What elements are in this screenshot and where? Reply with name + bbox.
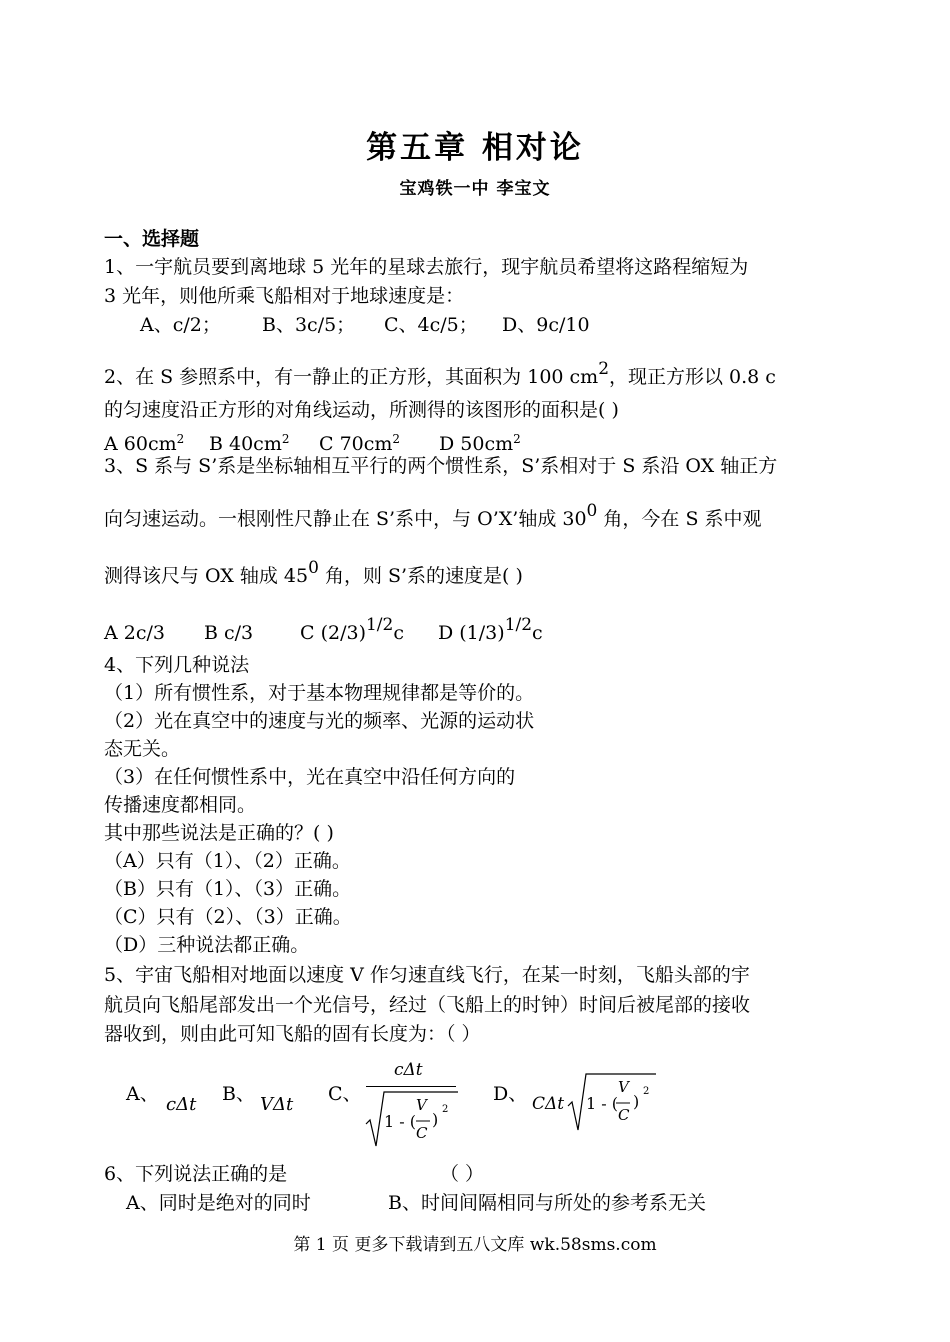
q1-option-d: D、9c/10: [502, 314, 590, 336]
q4-line: （1）所有惯性系，对于基本物理规律都是等价的。: [104, 682, 535, 704]
q2-line1: [104, 356, 776, 390]
q1-option-a: A、c/2；: [140, 314, 221, 336]
q4-line: （D）三种说法都正确。: [104, 934, 310, 956]
q6-answer-paren: （ ）: [440, 1163, 485, 1185]
q6-line1: 6、下列说法正确的是: [104, 1163, 288, 1185]
radicand-c: C: [416, 1124, 428, 1142]
q2-option-b-sup: 2: [281, 432, 290, 446]
page-footer: 第 1 页 更多下载请到五八文库 wk.58sms.com: [293, 1235, 657, 1255]
q3-option-a: A 2c/3: [104, 622, 165, 644]
q2-line1-sup: 2: [598, 359, 610, 379]
q1-line1: 1、一宇航员要到离地球 5 光年的星球去旅行，现宇航员希望将这路程缩短为: [104, 256, 749, 278]
q2-option-a-sup: 2: [176, 432, 185, 446]
radicand-sup: 2: [442, 1104, 449, 1115]
q5-option-b-formula: VΔt: [260, 1094, 294, 1115]
radicand-close: ): [633, 1092, 640, 1111]
q5-option-c-numerator: cΔt: [394, 1060, 423, 1080]
author-line: 宝鸡铁一中 李宝文: [399, 179, 551, 199]
q4-line: 传播速度都相同。: [104, 794, 257, 816]
q3-option-c-tail: c: [393, 622, 404, 644]
q3-options: [104, 612, 543, 646]
q3-option-c: [300, 612, 438, 646]
q1-options: [140, 312, 590, 338]
q5-line2: 航员向飞船尾部发出一个光信号，经过（飞船上的时钟）时间后被尾部的接收: [104, 994, 751, 1016]
q4-line: （3）在任何惯性系中，光在真空中沿任何方向的: [104, 766, 516, 788]
q5-option-d-label: D、: [493, 1083, 528, 1105]
q5-option-d-formula: [532, 1070, 658, 1134]
q3-option-d-tail: c: [532, 622, 543, 644]
q3-line2-text: 向匀速运动。一根刚性尺静止在 S’系中，与 O’X’轴成 30: [104, 508, 587, 530]
q2-option-c-label: C 70cm: [319, 433, 393, 455]
q3-option-d: [438, 612, 543, 646]
q6-option-a: A、同时是绝对的同时: [126, 1192, 311, 1214]
q5-option-b-label: B、: [222, 1083, 255, 1105]
q3-line3-tail: 角，则 S’系的速度是( ): [318, 565, 523, 587]
q3-line2: [104, 498, 762, 532]
q3-line2-tail: 角，今在 S 系中观: [597, 508, 762, 530]
fraction-bar: [366, 1086, 456, 1087]
q4-line: 4、下列几种说法: [104, 654, 250, 676]
q5-line1: 5、宇宙飞船相对地面以速度 V 作匀速直线飞行，在某一时刻，飞船头部的宇: [104, 964, 750, 986]
q3-option-c-sup: 1/2: [365, 615, 394, 635]
radicand-one: 1 - (: [586, 1094, 618, 1113]
radicand-v: V: [618, 1078, 629, 1096]
q4-line: 其中那些说法是正确的？( ): [104, 822, 334, 844]
q3-line1: 3、S 系与 S’系是坐标轴相互平行的两个惯性系，S’系相对于 S 系沿 OX 轴正方: [104, 455, 778, 477]
q2-line1-text: 2、在 S 参照系中，有一静止的正方形，其面积为 100 cm: [104, 366, 599, 388]
q3-line2-sup: 0: [586, 501, 598, 521]
q2-option-b-label: B 40cm: [209, 433, 282, 455]
q4-line: （C）只有（2）、（3）正确。: [104, 906, 352, 928]
q3-line3-sup: 0: [308, 558, 319, 578]
q3-option-b: B c/3: [204, 622, 254, 644]
chapter-title: 第五章 相对论: [366, 130, 584, 166]
q4-line: 态无关。: [104, 738, 181, 760]
q1-option-c: C、4c/5；: [384, 314, 478, 336]
q3-line3: [104, 555, 523, 589]
q3-line3-text: 测得该尺与 OX 轴成 45: [104, 565, 309, 587]
q5-option-c-formula: [364, 1060, 460, 1150]
q4-line: （B）只有（1）、（3）正确。: [104, 878, 352, 900]
q2-option-a-label: A 60cm: [104, 433, 177, 455]
q5-option-d-expr: CΔt: [532, 1094, 565, 1114]
q5-option-c-label: C、: [328, 1083, 362, 1105]
q2-line1-tail: ，现正方形以 0.8 c: [609, 366, 776, 388]
q2-line2: 的匀速度沿正方形的对角线运动，所测得的该图形的面积是( ): [104, 399, 619, 421]
q1-option-b: B、3c/5；: [262, 314, 356, 336]
q4-line: （2）光在真空中的速度与光的频率、光源的运动状: [104, 710, 535, 732]
q2-option-d-label: D 50cm: [439, 433, 514, 455]
q4-line: （A）只有（1）、（2）正确。: [104, 850, 351, 872]
radicand-c: C: [618, 1106, 630, 1124]
q5-option-a-formula: cΔt: [166, 1094, 197, 1115]
section-heading: 一、选择题: [104, 228, 200, 250]
q5-option-a-label: A、: [126, 1083, 159, 1105]
radicand-sup: 2: [643, 1086, 650, 1097]
q6-option-b: B、时间间隔相同与所处的参考系无关: [388, 1192, 706, 1214]
radicand-one: 1 - (: [384, 1112, 416, 1131]
q1-line2: 3 光年，则他所乘飞船相对于地球速度是：: [104, 285, 465, 307]
q3-option-d-sup: 1/2: [504, 615, 533, 635]
q2-option-c-sup: 2: [392, 432, 401, 446]
q3-option-c-text: C (2/3): [300, 622, 366, 644]
q2-option-d-sup: 2: [513, 432, 521, 446]
q5-line3: 器收到，则由此可知飞船的固有长度为：（ ）: [104, 1023, 481, 1045]
radicand-v: V: [416, 1096, 427, 1114]
q3-option-d-text: D (1/3): [438, 622, 505, 644]
radicand-close: ): [432, 1110, 439, 1129]
q5-option-c-radicand: [384, 1112, 416, 1131]
